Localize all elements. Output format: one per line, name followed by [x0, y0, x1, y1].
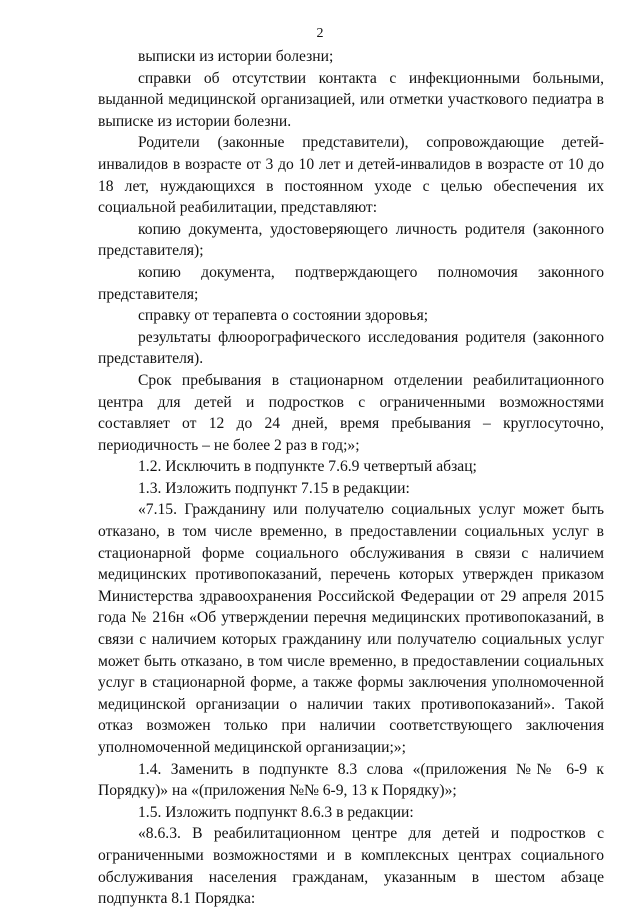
paragraph: 1.2. Исключить в подпункте 7.6.9 четвертый абзац; [138, 458, 477, 476]
paragraph: «7.15. Гражданину или получателю социальных услуг может быть отказано, в том числе временно, в предоставлении социальных услуг в стационарной форме социального обслуживания в связи с наличием медицинских противопоказаний, перечень которых утвержден приказом Министерства здравоохранения Российской Федерации от 29 апреля 2015 года № 216н «Об утверждении перечня медицинских противопоказаний, в связи с наличием которых гражданину или получателю социальных услуг может быть отказано, в том числе временно, в предоставлении социальных услуг в стационарной форме, а также формы заключения уполномоченной медицинской организации о наличии таких противопоказаний». Такой отказ возможен только при наличии соответствующего заключения уполномоченной медицинской организации;»; [98, 501, 604, 756]
paragraph: результаты флюорографического исследования родителя (законного представителя). [98, 328, 604, 368]
paragraph: 1.5. Изложить подпункт 8.6.3 в редакции: [138, 803, 414, 821]
paragraph: справку от терапевта о состоянии здоровья; [138, 307, 429, 325]
paragraph: Родители (законные представители), сопровождающие детей-инвалидов в возрасте от 3 до 10 лет и детей-инвалидов в возрасте от 10 до 18 лет, нуждающихся в постоянном уходе с целью обеспечения их социальной реабилитации, представляют: [98, 134, 604, 217]
paragraph: копию документа, подтверждающего полномочия законного представителя; [98, 263, 604, 303]
paragraph: копию документа, удостоверяющего личность родителя (законного представителя); [98, 220, 604, 260]
document-body [98, 46, 604, 910]
paragraph: выписки из истории болезни; [138, 48, 334, 65]
paragraph: Срок пребывания в стационарном отделении реабилитационного центра для детей и подростков с ограниченными возможностями составляет от 12 до 24 дней, время пребывания – круглосуточно, периодичность – не более 2 раз в год;»; [98, 371, 604, 454]
paragraph: справки об отсутствии контакта с инфекционными больными, выданной медицинской организацией, или отметки участкового педиатра в выписке из истории болезни. [98, 69, 604, 130]
page-number: 2 [316, 26, 324, 41]
paragraph: 1.4. Заменить в подпункте 8.3 слова «(приложения №№ 6-9 к Порядку)» на «(приложения №№ 6-9, 13 к Порядку)»; [98, 760, 604, 800]
paragraph: 1.3. Изложить подпункт 7.15 в редакции: [138, 479, 410, 497]
paragraph: «8.6.3. В реабилитационном центре для детей и подростков с ограниченными возможностями и в комплексных центрах социального обслуживания населения гражданам, указанным в шестом абзаце подпункта 8.1 Порядка: [98, 825, 604, 908]
